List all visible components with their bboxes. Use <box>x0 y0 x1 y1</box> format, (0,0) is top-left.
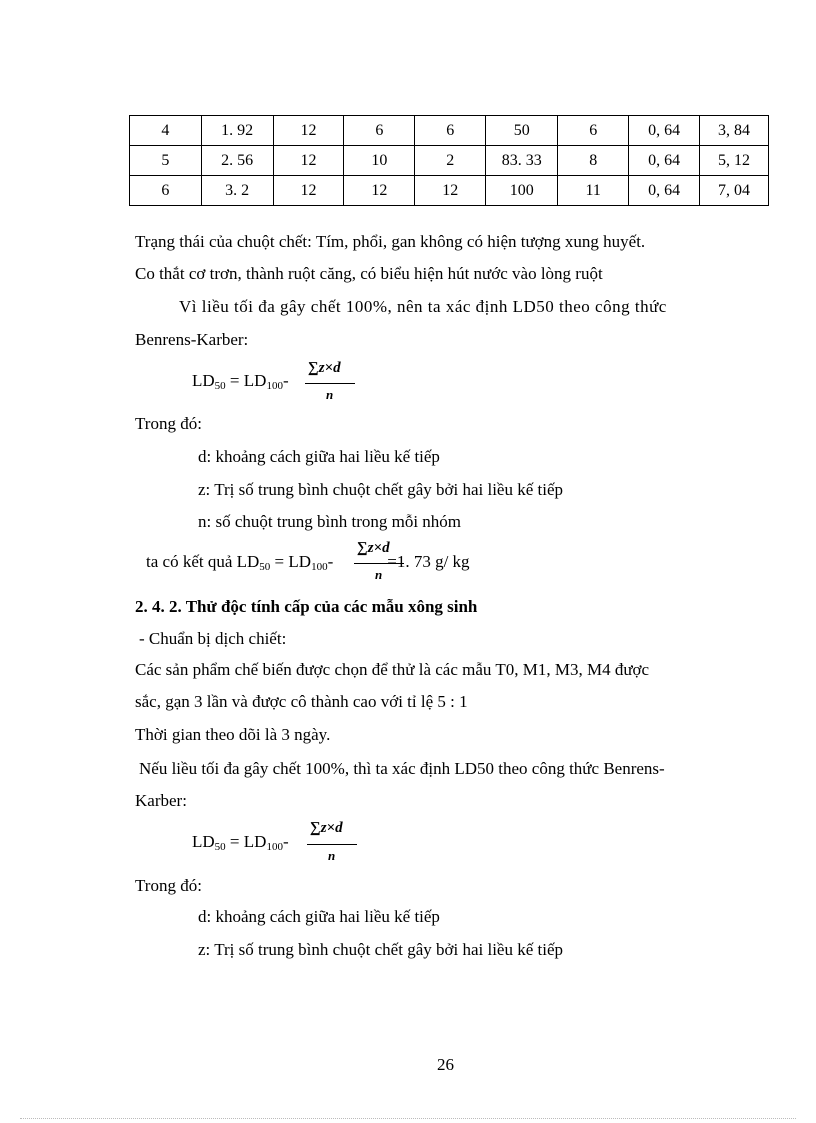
results-table <box>129 115 769 206</box>
formula-ld50-1: $LD_{50} = LD_{100}-$ <box>192 371 289 392</box>
table-cell: 10 <box>344 146 415 176</box>
table-cell: 83. 33 <box>486 146 558 176</box>
table-cell: 5 <box>130 146 202 176</box>
table-cell: 7, 04 <box>700 176 769 206</box>
paragraph-ld50-intro: Vì liều tối đa gây chết 100%, nên ta xác định LD50 theo công thức <box>179 297 667 316</box>
table-cell: 12 <box>273 146 344 176</box>
table-cell: 0, 64 <box>629 176 700 206</box>
table-cell: 6 <box>558 116 629 146</box>
table-cell: 4 <box>130 116 202 146</box>
table-row <box>130 116 769 146</box>
table-cell: 0, 64 <box>629 116 700 146</box>
table-cell: 6 <box>415 116 486 146</box>
table-row <box>130 146 769 176</box>
trong-do-label-1: Trong đó: <box>135 414 202 433</box>
table-cell: 12 <box>415 176 486 206</box>
formula-ld50-2: $LD_{50} = LD_{100}-$ <box>192 832 289 853</box>
table-cell: 100 <box>486 176 558 206</box>
table-cell: 2. 56 <box>201 146 273 176</box>
table-cell: 5, 12 <box>700 146 769 176</box>
definition-n: n: số chuột trung bình trong mỗi nhóm <box>198 512 462 531</box>
table-row <box>130 176 769 206</box>
table-cell: 12 <box>273 176 344 206</box>
table-cell: 6 <box>130 176 202 206</box>
paragraph-benrens: Benrens-Karber: <box>135 330 249 349</box>
definition-d-1: d: khoảng cách giữa hai liều kế tiếp <box>198 447 440 466</box>
page-number: 26 <box>437 1055 454 1074</box>
section-heading: 2. 4. 2. Thử độc tính cấp của các mẫu xông sinh <box>135 597 478 616</box>
paragraph-muscle: Co thắt cơ trơn, thành ruột căng, có biểu hiện hút nước vào lòng ruột <box>135 264 603 283</box>
paragraph-samples: Các sản phẩm chế biến được chọn để thử là các mẫu T0, M1, M3, M4 được <box>135 660 650 679</box>
paragraph-time: Thời gian theo dõi là 3 ngày. <box>135 725 331 744</box>
table-cell: 3, 84 <box>700 116 769 146</box>
table-cell: 6 <box>344 116 415 146</box>
page-bottom-rule <box>20 1118 796 1119</box>
table-cell: 12 <box>344 176 415 206</box>
table-cell: 50 <box>486 116 558 146</box>
table-cell: 11 <box>558 176 629 206</box>
definition-d-2: d: khoảng cách giữa hai liều kế tiếp <box>198 907 440 926</box>
prep-line: - Chuẩn bị dịch chiết: <box>139 629 287 648</box>
table-cell: 12 <box>273 116 344 146</box>
paragraph-samples-2: sắc, gạn 3 lần và được cô thành cao với tỉ lệ 5 : 1 <box>135 692 468 711</box>
paragraph-mouse-state: Trạng thái của chuột chết: Tím, phổi, gan không có hiện tượng xung huyết. <box>135 232 646 251</box>
table-cell: 3. 2 <box>201 176 273 206</box>
table-cell: 2 <box>415 146 486 176</box>
table-cell: 8 <box>558 146 629 176</box>
table-cell: 0, 64 <box>629 146 700 176</box>
definition-z-2: z: Trị số trung bình chuột chết gây bởi hai liều kế tiếp <box>198 940 563 959</box>
paragraph-ld50-2: Nếu liều tối đa gây chết 100%, thì ta xác định LD50 theo công thức Benrens- <box>139 759 665 778</box>
table-cell: 1. 92 <box>201 116 273 146</box>
trong-do-label-2: Trong đó: <box>135 876 202 895</box>
result-line: ta có kết quả $LD_{50} = LD_{100}- =1$. 73 g/ kg <box>146 552 470 573</box>
definition-z-1: z: Trị số trung bình chuột chết gây bởi hai liều kế tiếp <box>198 480 563 499</box>
paragraph-karber: Karber: <box>135 791 187 810</box>
